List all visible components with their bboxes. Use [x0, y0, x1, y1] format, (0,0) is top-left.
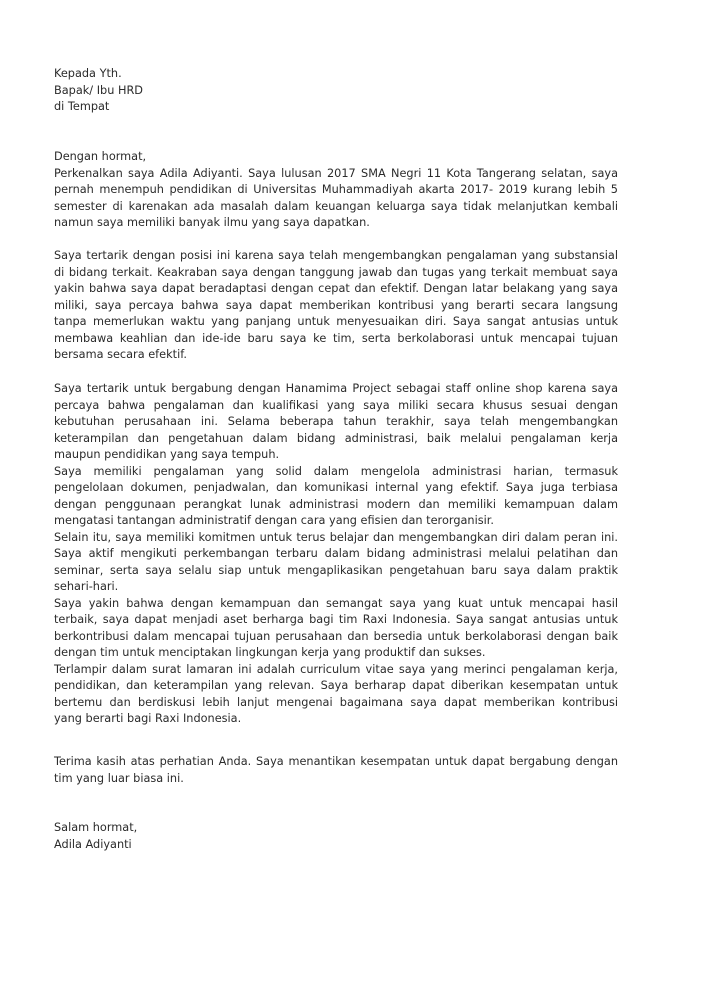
paragraph-line: bersama secara efektif. — [54, 348, 187, 361]
paragraph-line: bertemu dan berdiskusi lebih lanjut mengenai bagaimana saya dapat memberikan kontribusi — [54, 695, 618, 709]
paragraph-line: membawa keahlian dan ide-ide baru saya ke tim, serta berkolaborasi untuk mencapai tujuan — [54, 331, 618, 345]
paragraph-line: Terima kasih atas perhatian Anda. Saya menantikan kesempatan untuk dapat bergabung dengan — [54, 755, 618, 768]
paragraph-line: Terlampir dalam surat lamaran ini adalah curriculum vitae saya yang merinci pengalaman kerja, — [54, 662, 618, 676]
paragraph-line: terbaik, saya dapat menjadi aset berharga bagi tim Raxi Indonesia. Saya sangat antusias untuk — [54, 613, 618, 626]
paragraph-line: pernah menempuh pendidikan di Universitas Muhammadiyah akarta 2017- 2019 kurang lebih 5 — [54, 183, 618, 196]
closing-line: Salam hormat, — [54, 821, 138, 834]
paragraph-line: berkontribusi dalam mencapai tujuan perusahaan dan bersedia untuk berkolaborasi dengan baik — [54, 629, 618, 643]
paragraph-line: tim yang luar biasa ini. — [54, 771, 184, 785]
recipient-line: Bapak/ Ibu HRD — [54, 83, 144, 97]
thanks-paragraph — [54, 754, 618, 787]
recipient-line: Kepada Yth. — [54, 67, 122, 80]
paragraph-line: Perkenalkan saya Adila Adiyanti. Saya lulusan 2017 SMA Negri 11 Kota Tangerang selatan, saya — [54, 166, 618, 180]
paragraph-line: sehari-hari. — [54, 580, 119, 593]
paragraph-line: pengelolaan dokumen, penjadwalan, dan komunikasi internal yang efektif. Saya juga terbiasa — [54, 481, 618, 494]
body-paragraph — [54, 381, 618, 728]
paragraph-line: Saya aktif mengikuti perkembangan terbaru dalam bidang administrasi melalui pelatihan dan — [54, 547, 618, 560]
interest-paragraph — [54, 248, 618, 364]
intro-paragraph — [54, 149, 618, 232]
paragraph-line: yakin bahwa saya dapat beradaptasi dengan cepat dan efektif. Dengan latar belakang yang saya — [54, 282, 618, 295]
paragraph-line: mengatasi tantangan administratif dengan cara yang efisien dan terorganisir. — [54, 514, 494, 527]
paragraph-line: Saya tertarik untuk bergabung dengan Hanamima Project sebagai staff online shop karena saya — [54, 382, 618, 395]
paragraph-line: seminar, serta saya selalu siap untuk mengaplikasikan pengetahuan baru saya dalam praktik — [54, 563, 618, 577]
paragraph-line: percaya bahwa pengalaman dan kualifikasi yang saya miliki secara khusus sesuai dengan — [54, 398, 618, 412]
paragraph-line: di bidang terkait. Keakraban saya dengan tanggung jawab dan tugas yang terkait membuat saya — [54, 265, 618, 279]
paragraph-line: dengan penggunaan perangkat lunak administrasi modern dan memiliki kemampuan dalam — [54, 497, 618, 511]
recipient-line: di Tempat — [54, 100, 110, 113]
paragraph-line: kebutuhan perusahaan ini. Selama beberapa tahun terakhir, saya telah mengembangkan — [54, 415, 618, 428]
paragraph-line: miliki, saya percaya bahwa saya dapat memberikan kontribusi yang berarti secara langsung — [54, 298, 618, 312]
paragraph-line: keterampilan dan pengetahuan dalam bidang administrasi, baik melalui pengalaman kerja — [54, 431, 618, 445]
paragraph-line: yang berarti bagi Raxi Indonesia. — [54, 712, 242, 725]
paragraph-line: Saya tertarik dengan posisi ini karena saya telah mengembangkan pengalaman yang substansial — [54, 249, 618, 262]
salutation: Dengan hormat, — [54, 150, 147, 163]
paragraph-line: pendidikan, dan keterampilan yang relevan. Saya berharap dapat diberikan kesempatan untuk — [54, 679, 618, 692]
closing-block — [54, 820, 618, 853]
paragraph-line: Selain itu, saya memiliki komitmen untuk terus belajar dan mengembangkan diri dalam peran ini. — [54, 530, 618, 544]
signature-name: Adila Adiyanti — [54, 837, 132, 851]
paragraph-line: Saya yakin bahwa dengan kemampuan dan semangat saya yang kuat untuk mencapai hasil — [54, 596, 618, 610]
paragraph-line: semester di karenakan ada masalah dalam keuangan keluarga saya tidak melanjutkan kembali — [54, 199, 618, 213]
paragraph-line: tanpa memerlukan waktu yang panjang untuk menyesuaikan diri. Saya sangat antusias untuk — [54, 315, 618, 328]
paragraph-line: Saya memiliki pengalaman yang solid dalam mengelola administrasi harian, termasuk — [54, 464, 618, 478]
paragraph-line: dengan tim untuk menciptakan lingkungan kerja yang produktif dan sukses. — [54, 646, 486, 659]
recipient-block — [54, 66, 618, 116]
paragraph-line: maupun pendidikan yang saya tempuh. — [54, 448, 280, 461]
paragraph-line: namun saya memiliki banyak ilmu yang saya dapatkan. — [54, 216, 370, 229]
